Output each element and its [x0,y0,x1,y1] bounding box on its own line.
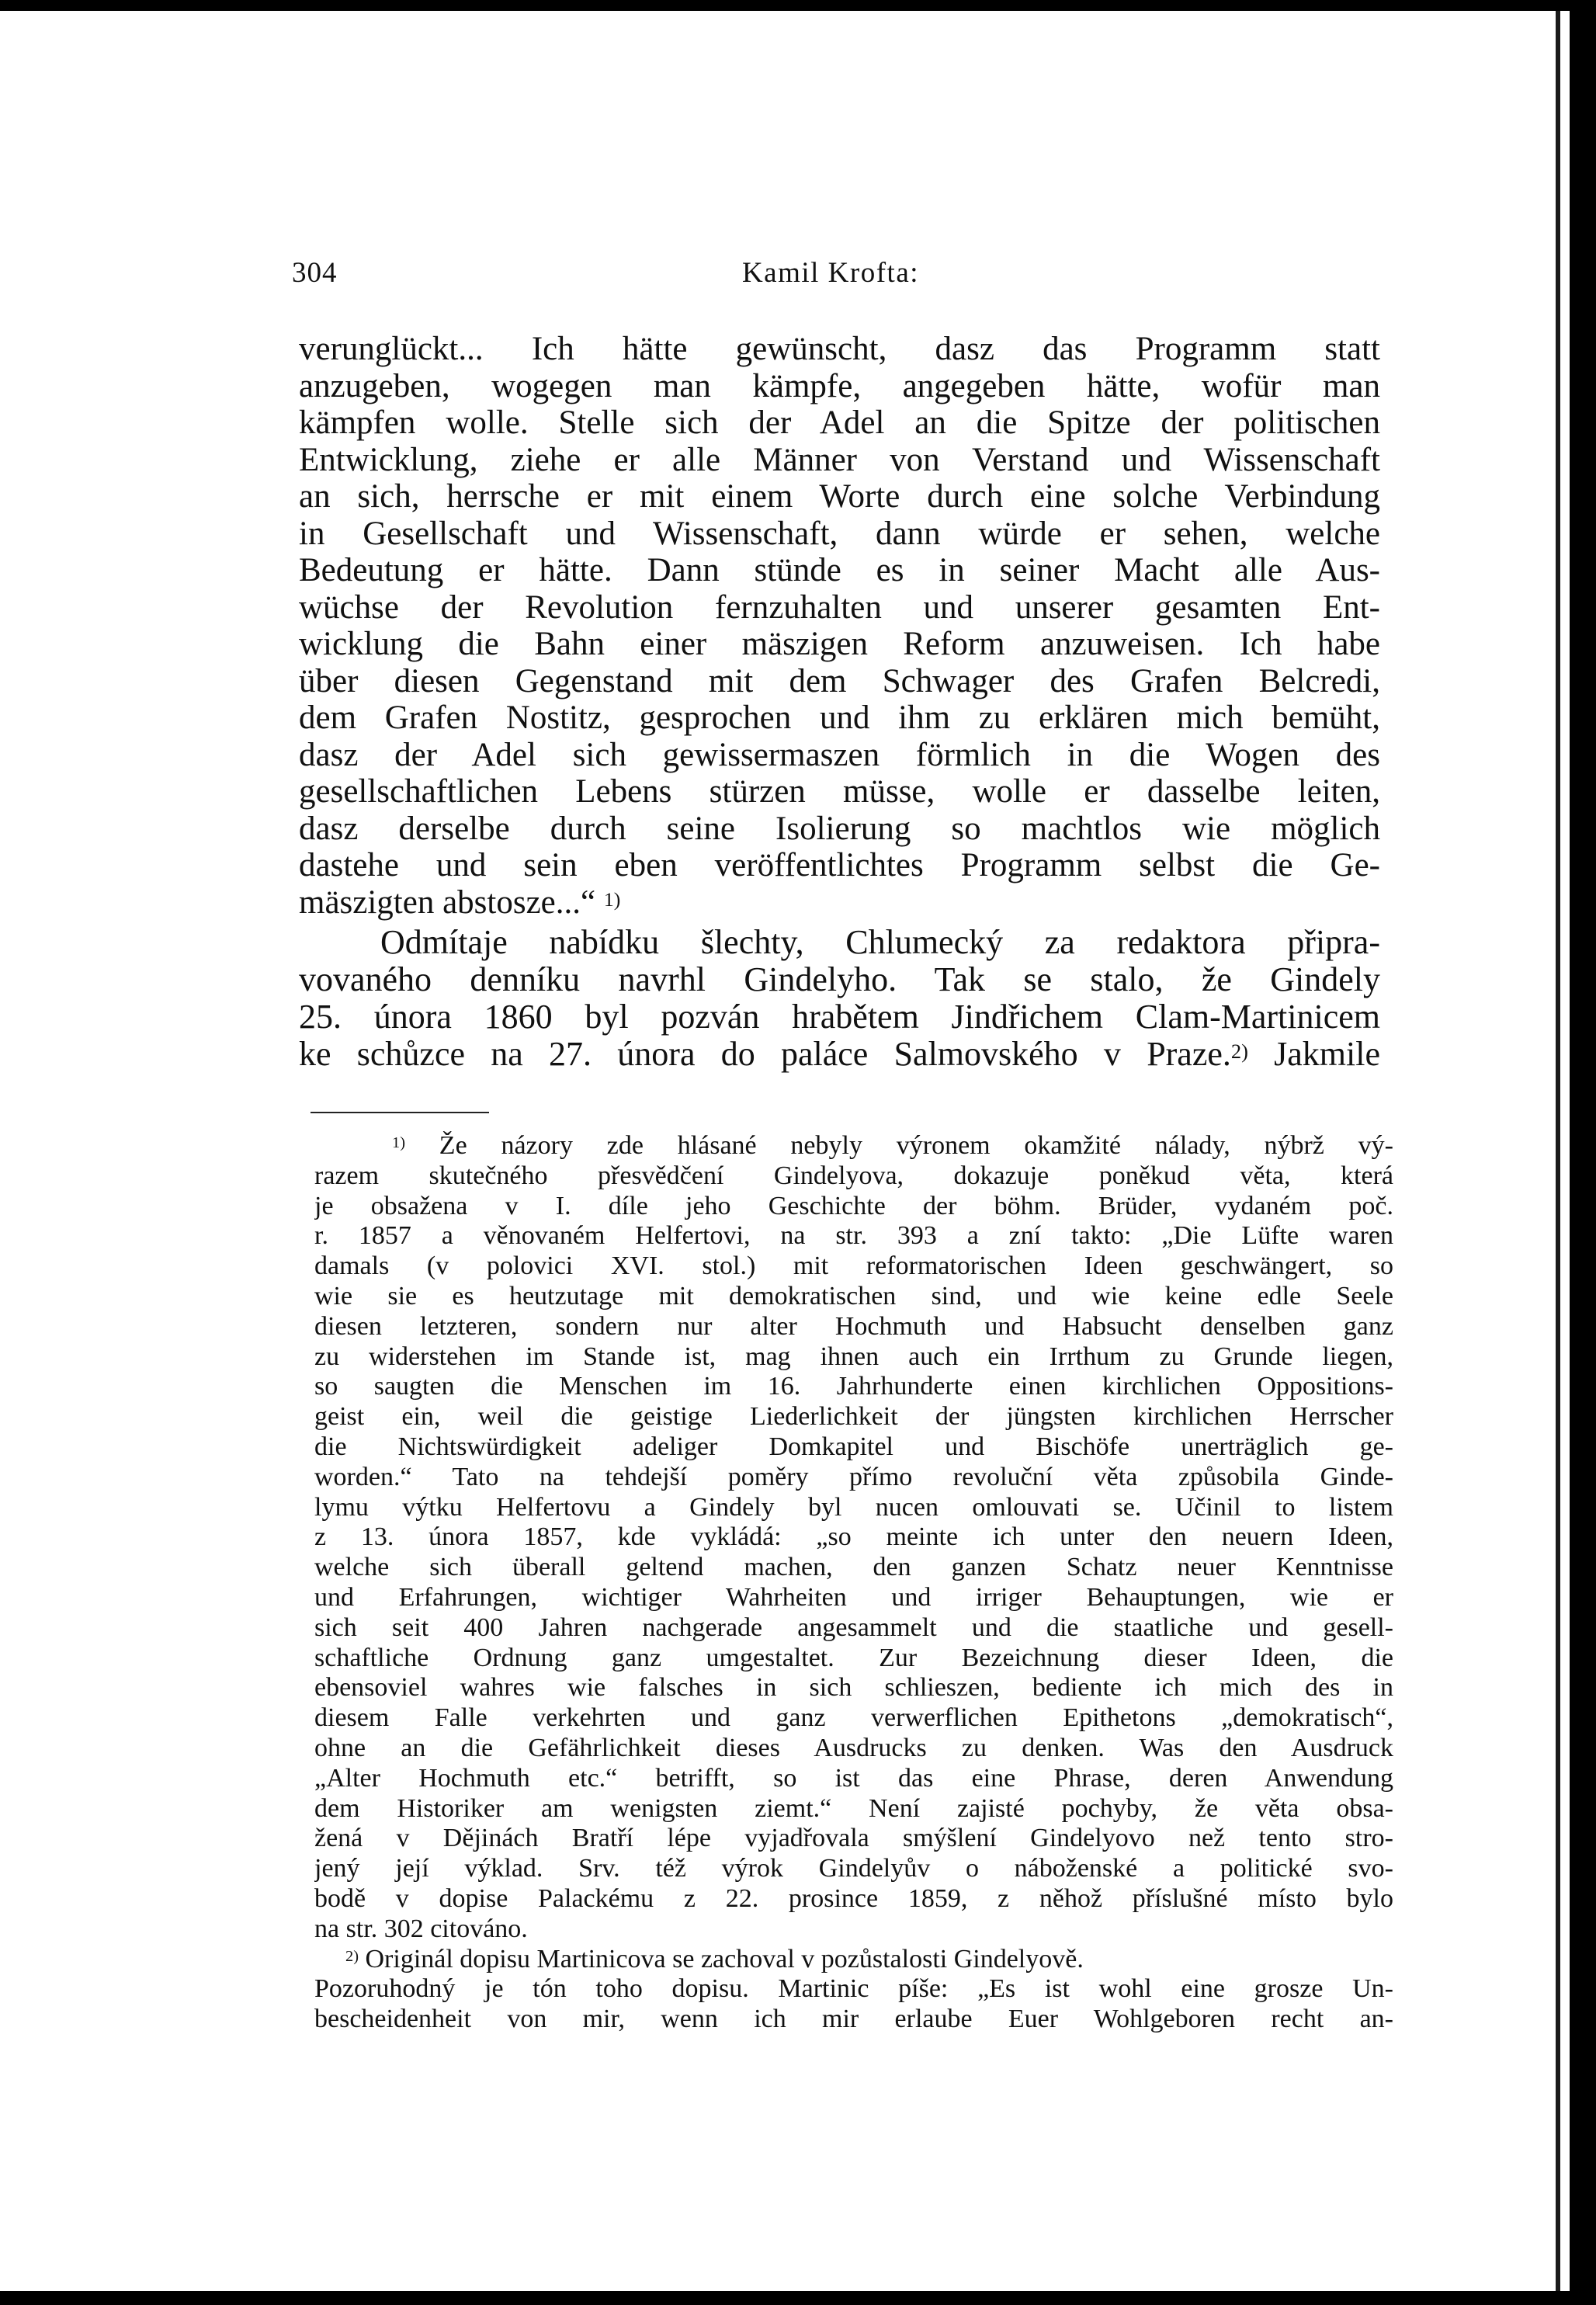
footnote-line: razem skutečného přesvědčení Gindelyova, dokazuje poněkud věta, která [314,1161,1393,1190]
text-fragment: Že názory zde hlásané nebyly výronem okamžité nálady, nýbrž vý- [439,1131,1393,1160]
text-line: Entwicklung, ziehe er alle Männer von Verstand und Wissenschaft [299,441,1380,478]
text-line: dem Grafen Nostitz, gesprochen und ihm zu erklären mich bemüht, [299,699,1380,736]
footnote-line: ohne an die Gefährlichkeit dieses Ausdrucks zu denken. Was den Ausdruck [314,1733,1393,1762]
footnote-1-line [314,1131,1393,1161]
footnote-line: diesen letzteren, sondern nur alter Hochmuth und Habsucht denselben ganz [314,1311,1393,1341]
footnote-2-marker: 2) [345,1947,359,1965]
footnote-line: je obsažena v I. díle jeho Geschichte der böhm. Brüder, vydaném poč. [314,1191,1393,1220]
footnote-line: bescheidenheit von mir, wenn ich mir erlaube Euer Wohlgeboren recht an- [314,2005,1393,2034]
scan-border-bottom [0,2291,1596,2305]
text-line: dasz der Adel sich gewissermaszen förmlich in die Wogen des [299,736,1380,773]
quoted-german-passage [299,331,1380,921]
text-line: vovaného denníku navrhl Gindelyho. Tak se stalo, že Gindely [299,961,1380,998]
page-number: 304 [292,257,338,289]
footnote-line: r. 1857 a věnovaném Helfertovi, na str. 393 a zní takto: „Die Lüfte waren [314,1221,1393,1251]
footnote-line: damals (v polovici XVI. stol.) mit reformatorischen Ideen geschwängert, so [314,1251,1393,1281]
footnote-line: schaftliche Ordnung ganz umgestaltet. Zur Bezeichnung dieser Ideen, die [314,1643,1393,1672]
footnote-line: geist ein, weil die geistige Liederlichkeit der jüngsten kirchlichen Herrscher [314,1402,1393,1432]
text-line: Odmítaje nabídku šlechty, Chlumecký za redaktora připra- [380,924,1380,961]
text-line-last [299,884,1380,922]
footnote-line: bodě v dopise Palackému z 22. prosince 1859, z něhož příslušné místo bylo [314,1883,1393,1913]
footnote-line: die Nichtswürdigkeit adeliger Domkapitel und Bischöfe unerträglich ge- [314,1432,1393,1461]
footnote-ref-2: 2) [1230,1040,1248,1063]
text-fragment: Originál dopisu Martinicova se zachoval v pozůstalosti Gindelyově. [365,1944,1084,1973]
text-fragment: Jakmile [1247,1036,1380,1073]
footnote-line: Pozoruhodný je tón toho dopisu. Martinic píše: „Es ist wohl eine grosze Un- [314,1974,1393,2004]
text-line: dasz derselbe durch seine Isolierung so machtlos wie möglich [299,810,1380,847]
scan-border-right [1570,0,1596,2305]
page-header [279,256,1382,295]
text-fragment: ke schůzce na 27. února do paláce Salmovského v Praze. [299,1036,1231,1073]
footnote-line: dem Historiker am wenigsten ziemt.“ Není zajisté pochyby, že věta obsa- [314,1793,1393,1823]
footnote-line: zu widerstehen im Stande ist, mag ihnen auch ein Irrthum zu Grunde liegen, [314,1342,1393,1371]
footnote-line: na str. 302 citováno. [314,1914,528,1943]
text-line: Bedeutung er hätte. Dann stünde es in seiner Macht alle Aus- [299,552,1380,588]
text-line: 25. února 1860 byl pozván hrabětem Jindřichem Clam-Martinicem [299,998,1380,1036]
footnote-line: so saugten die Menschen im 16. Jahrhunderte einen kirchlichen Oppositions- [314,1372,1393,1401]
footnote-line: ebensoviel wahres wie falsches in sich schlieszen, bediente ich mich des in [314,1673,1393,1703]
text-line: in Gesellschaft und Wissenschaft, dann würde er sehen, welche [299,515,1380,552]
footnote-line: sich seit 400 Jahren nachgerade angesammelt und die staatliche und gesell- [314,1612,1393,1642]
footnote-line: und Erfahrungen, wichtiger Wahrheiten und irriger Behauptungen, wie er [314,1582,1393,1612]
text-line: wicklung die Bahn einer mäszigen Reform anzuweisen. Ich habe [299,626,1380,662]
text-line [299,1036,1380,1073]
footnote-2-line [314,1945,1393,1975]
footnote-line: wie sie es heutzutage mit demokratischen sind, und wie keine edle Seele [314,1281,1393,1310]
footnote-line: z 13. února 1857, kde vykládá: „so meinte ich unter den neuern Ideen, [314,1522,1393,1552]
footnote-1-marker: 1) [392,1134,405,1151]
text-line: kämpfen wolle. Stelle sich der Adel an die Spitze der politischen [299,404,1380,441]
footnote-ref-1: 1) [603,887,621,911]
footnote-line: žená v Dějinách Bratří lépe vyjadřovala smýšlení Gindelyovo než tento stro- [314,1824,1393,1853]
text-line: gesellschaftlichen Lebens stürzen müsse, wolle er dasselbe leiten, [299,773,1380,810]
scan-border-top [0,0,1596,11]
running-head: Kamil Krofta: [741,257,920,289]
text-line: wüchse der Revolution fernzuhalten und unserer gesamten Ent- [299,588,1380,626]
footnotes [314,1131,1393,2035]
footnote-separator [311,1112,489,1113]
text-line: über diesen Gegenstand mit dem Schwager des Grafen Belcredi, [299,662,1380,699]
text-line: anzugeben, wogegen man kämpfe, angegeben hätte, wofür man [299,367,1380,404]
text-fragment: mäszigten abstosze...“ [299,883,596,921]
footnote-line: lymu výtku Helfertovu a Gindely byl nucen omlouvati se. Učinil to listem [314,1492,1393,1522]
footnote-line: diesem Falle verkehrten und ganz verwerflichen Epithetons „demokratisch“, [314,1703,1393,1733]
text-line: an sich, herrsche er mit einem Worte durch eine solche Verbindung [299,478,1380,515]
footnote-line: welche sich überall geltend machen, den ganzen Schatz neuer Kenntnisse [314,1553,1393,1582]
czech-paragraph [299,924,1380,1073]
text-line: verunglückt... Ich hätte gewünscht, dasz das Programm statt [299,331,1380,367]
text-line: dastehe und sein eben veröffentlichtes Programm selbst die Ge- [299,847,1380,883]
footnote-line: worden.“ Tato na tehdejší poměry přímo revoluční věta způsobila Ginde- [314,1462,1393,1491]
footnote-line: jený její výklad. Srv. též výrok Gindelyův o náboženské a politické svo- [314,1854,1393,1883]
scan-border-right-inner [1556,11,1560,2291]
footnote-line: „Alter Hochmuth etc.“ betrifft, so ist das eine Phrase, deren Anwendung [314,1763,1393,1793]
